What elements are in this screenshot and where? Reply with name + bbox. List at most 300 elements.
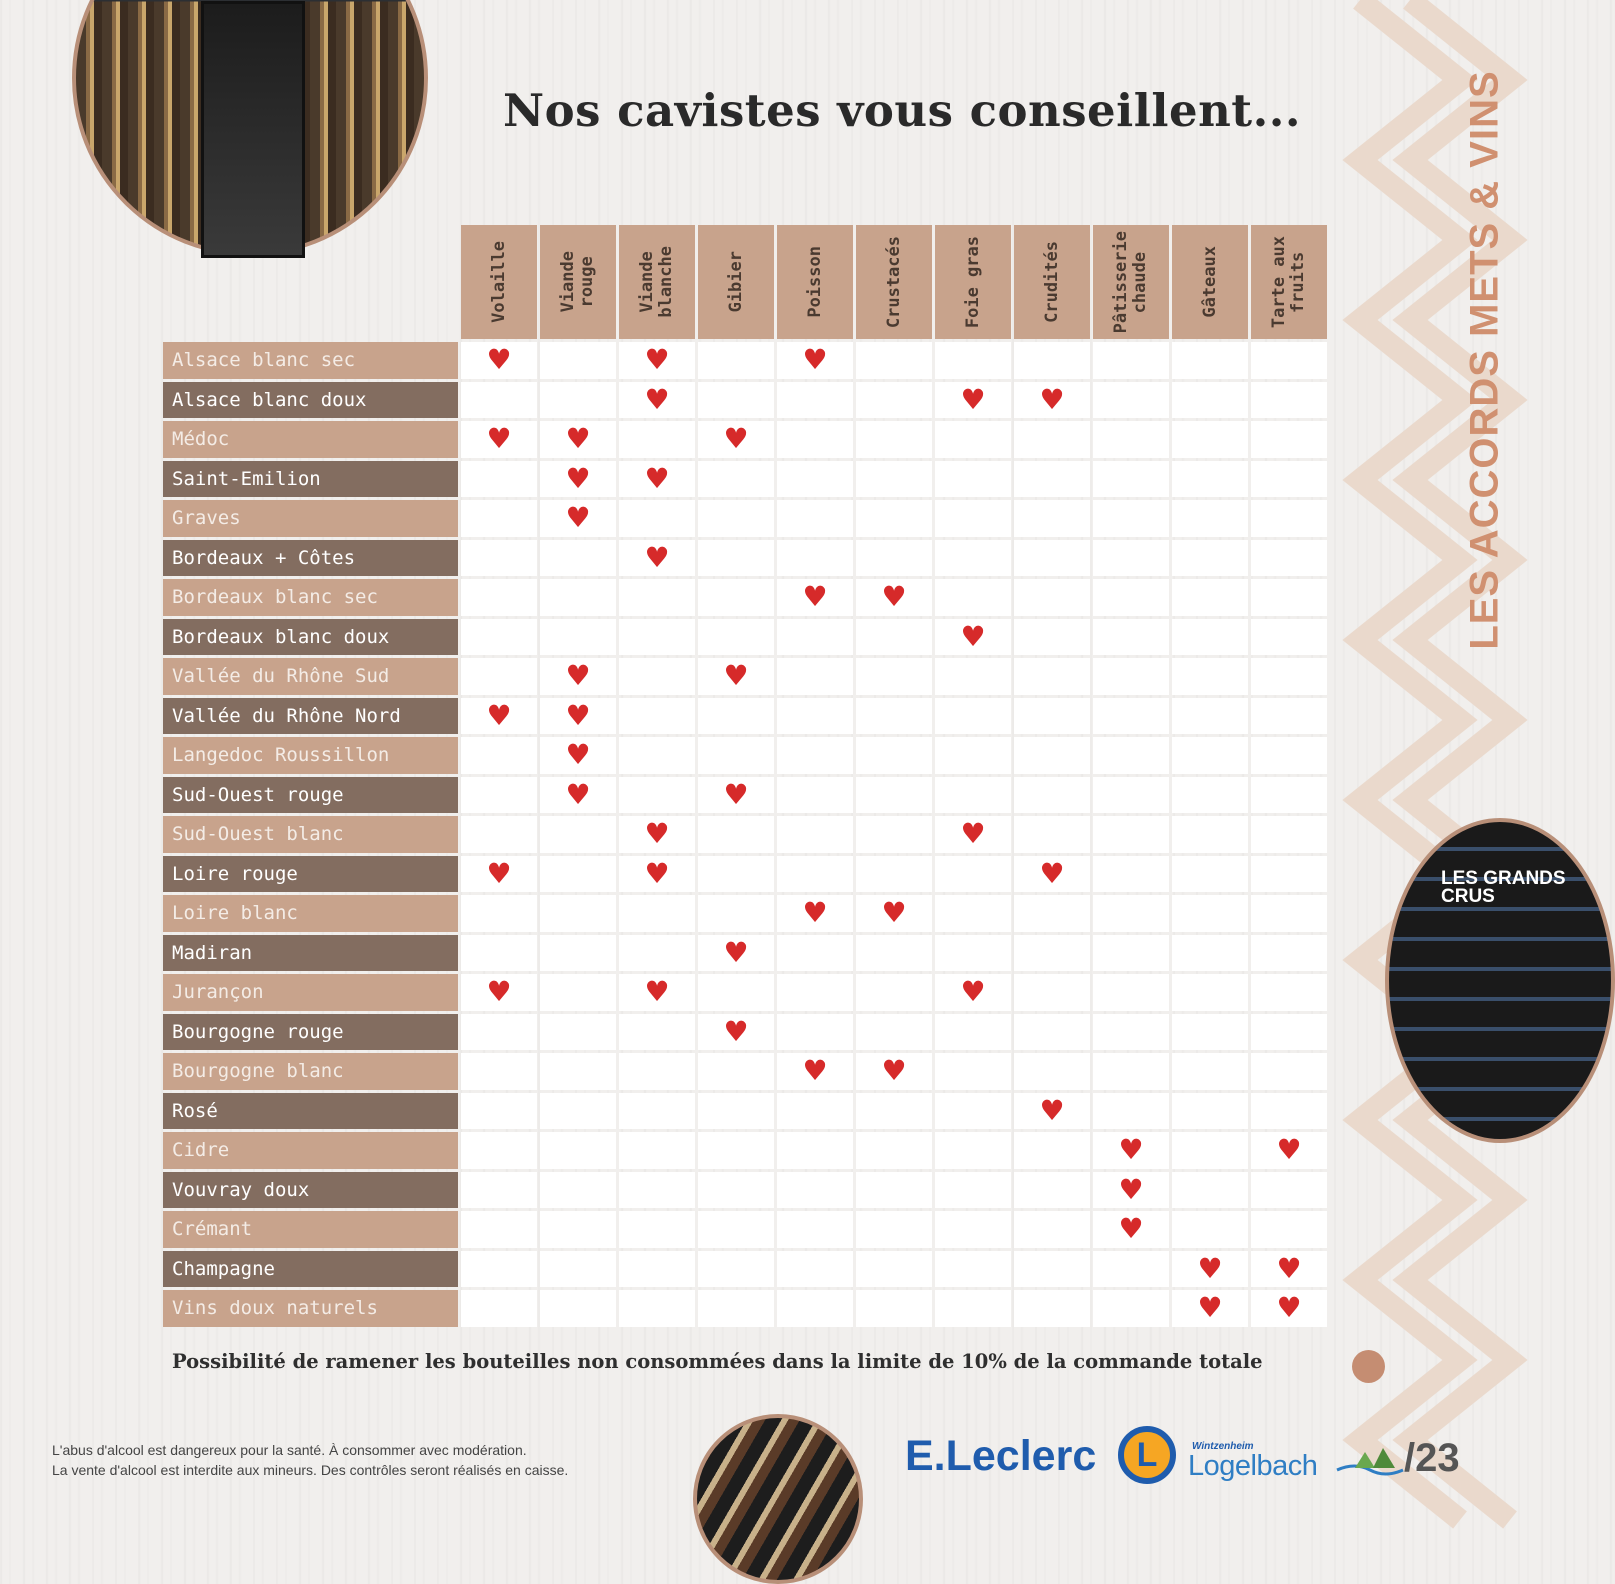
bottles-photo xyxy=(693,1414,863,1584)
column-header-label: Viande rouge xyxy=(558,251,597,313)
pairing-cell xyxy=(1172,816,1248,853)
heart-icon: ♥ xyxy=(644,975,670,1009)
wine-label: Vallée du Rhône Sud xyxy=(163,658,458,695)
pairing-cell xyxy=(1014,737,1090,774)
pairing-cell xyxy=(540,500,616,537)
heart-icon: ♥ xyxy=(565,738,591,772)
pairing-cell xyxy=(1014,698,1090,735)
pairing-cell xyxy=(777,895,853,932)
pairing-cell xyxy=(1014,816,1090,853)
pairing-cell xyxy=(698,974,774,1011)
pairing-cell xyxy=(461,579,537,616)
wine-label: Jurançon xyxy=(163,974,458,1011)
pairing-cell xyxy=(777,1132,853,1169)
pairing-cell xyxy=(540,1014,616,1051)
pairing-cell xyxy=(777,658,853,695)
pairing-cell xyxy=(777,619,853,656)
pairing-cell xyxy=(856,579,932,616)
pairing-cell xyxy=(1093,816,1169,853)
pairing-cell xyxy=(619,737,695,774)
pairing-cell xyxy=(1014,342,1090,379)
heart-icon: ♥ xyxy=(960,619,986,653)
pairing-cell xyxy=(1093,579,1169,616)
pairing-cell xyxy=(461,816,537,853)
pairing-cell xyxy=(698,421,774,458)
pairing-cell xyxy=(461,658,537,695)
pairing-cell xyxy=(540,1053,616,1090)
heart-icon: ♥ xyxy=(802,343,828,377)
pairing-cell xyxy=(1093,500,1169,537)
heart-icon: ♥ xyxy=(723,777,749,811)
pairing-cell xyxy=(1093,1014,1169,1051)
column-header xyxy=(461,225,537,339)
pairing-cell xyxy=(540,421,616,458)
pairing-cell xyxy=(619,1093,695,1130)
pairing-cell xyxy=(619,658,695,695)
pairing-cell xyxy=(1014,619,1090,656)
heart-icon: ♥ xyxy=(723,1014,749,1048)
pairing-cell xyxy=(461,461,537,498)
wine-label: Médoc xyxy=(163,421,458,458)
pairing-cell xyxy=(935,698,1011,735)
column-header xyxy=(1172,225,1248,339)
heart-icon: ♥ xyxy=(486,343,512,377)
pairing-cell xyxy=(856,658,932,695)
column-header xyxy=(856,225,932,339)
pairing-cell xyxy=(1014,421,1090,458)
heart-icon: ♥ xyxy=(644,461,670,495)
heart-icon: ♥ xyxy=(644,540,670,574)
pairing-cell xyxy=(698,856,774,893)
pairing-cell xyxy=(540,698,616,735)
pairing-cell xyxy=(619,421,695,458)
pairing-cell xyxy=(1093,382,1169,419)
page-number: /23 xyxy=(1404,1436,1460,1480)
pairing-cell xyxy=(461,421,537,458)
pairing-cell xyxy=(619,619,695,656)
pairing-cell xyxy=(540,658,616,695)
pairing-cell xyxy=(1093,935,1169,972)
pairing-cell xyxy=(698,579,774,616)
pairing-cell xyxy=(935,816,1011,853)
pairing-cell xyxy=(1093,421,1169,458)
heart-icon: ♥ xyxy=(723,935,749,969)
pairing-cell xyxy=(935,895,1011,932)
store-name: Logelbach xyxy=(1188,1450,1318,1482)
pairing-cell xyxy=(619,974,695,1011)
pairing-cell xyxy=(777,382,853,419)
pairing-cell xyxy=(461,1132,537,1169)
column-header xyxy=(1014,225,1090,339)
pairing-cell xyxy=(698,1290,774,1327)
pairing-cell xyxy=(540,540,616,577)
pairing-cell xyxy=(1172,421,1248,458)
pairing-cell xyxy=(777,1172,853,1209)
pairing-cell xyxy=(619,342,695,379)
pairing-cell xyxy=(1172,1014,1248,1051)
pairing-cell xyxy=(540,342,616,379)
pairing-cell xyxy=(935,1014,1011,1051)
table-row xyxy=(163,579,1327,616)
pairing-cell xyxy=(619,1290,695,1327)
pairing-cell xyxy=(1172,658,1248,695)
pairing-cell xyxy=(856,1014,932,1051)
pairing-cell xyxy=(1251,1290,1327,1327)
pairing-cell xyxy=(540,1172,616,1209)
pairing-cell xyxy=(698,698,774,735)
heart-icon: ♥ xyxy=(802,1054,828,1088)
pairing-cell xyxy=(777,974,853,1011)
pairing-cell xyxy=(1014,935,1090,972)
pairing-cell xyxy=(777,1290,853,1327)
wine-label: Langedoc Roussillon xyxy=(163,737,458,774)
pairing-cell xyxy=(1172,856,1248,893)
pairing-cell xyxy=(1093,619,1169,656)
pairing-cell xyxy=(1172,1132,1248,1169)
pairing-cell xyxy=(540,579,616,616)
table-row xyxy=(163,461,1327,498)
pairing-cell xyxy=(540,856,616,893)
heart-icon: ♥ xyxy=(1118,1212,1144,1246)
column-header-label: Foie gras xyxy=(962,235,983,329)
pairing-cell xyxy=(1014,1014,1090,1051)
pairing-cell xyxy=(619,1251,695,1288)
grands-crus-logo: LES GRANDS CRUS xyxy=(1441,868,1566,907)
pairing-cell xyxy=(1014,974,1090,1011)
heart-icon: ♥ xyxy=(565,422,591,456)
heart-icon: ♥ xyxy=(565,777,591,811)
column-header xyxy=(540,225,616,339)
pairing-cell xyxy=(777,935,853,972)
pairing-cell xyxy=(1172,1172,1248,1209)
leclerc-logo-icon: L xyxy=(1118,1426,1176,1484)
wine-label: Champagne xyxy=(163,1251,458,1288)
pairing-cell xyxy=(698,500,774,537)
pairing-cell xyxy=(1251,342,1327,379)
pairing-cell xyxy=(461,1290,537,1327)
column-header-row xyxy=(163,225,1327,339)
pairing-cell xyxy=(1093,1172,1169,1209)
pairing-cell xyxy=(1093,461,1169,498)
pairing-cell xyxy=(540,777,616,814)
pairing-cell xyxy=(935,935,1011,972)
wine-label: Cidre xyxy=(163,1132,458,1169)
table-row xyxy=(163,1093,1327,1130)
pairing-cell xyxy=(698,895,774,932)
pairing-cell xyxy=(1172,1251,1248,1288)
pairing-cell xyxy=(619,579,695,616)
pairing-cell xyxy=(619,895,695,932)
store-subtitle: Wintzenheim xyxy=(1192,1441,1254,1452)
pairing-cell xyxy=(1172,579,1248,616)
pairing-cell xyxy=(777,777,853,814)
pairing-cell xyxy=(461,1093,537,1130)
heart-icon: ♥ xyxy=(565,461,591,495)
pairing-cell xyxy=(461,698,537,735)
wine-label: Bourgogne blanc xyxy=(163,1053,458,1090)
pairing-cell xyxy=(1251,777,1327,814)
pairing-cell xyxy=(935,737,1011,774)
wine-label: Saint-Emilion xyxy=(163,461,458,498)
pairing-cell xyxy=(1251,974,1327,1011)
pairing-cell xyxy=(619,1172,695,1209)
column-header xyxy=(619,225,695,339)
pairing-cell xyxy=(856,1211,932,1248)
heart-icon: ♥ xyxy=(960,975,986,1009)
pairing-cell xyxy=(935,1211,1011,1248)
pairing-cell xyxy=(1093,1290,1169,1327)
pairing-cell xyxy=(935,777,1011,814)
pairing-cell xyxy=(1172,777,1248,814)
pairing-cell xyxy=(698,342,774,379)
pairing-cell xyxy=(619,1211,695,1248)
pairing-cell xyxy=(777,737,853,774)
pairing-cell xyxy=(1014,658,1090,695)
pairing-cell xyxy=(540,816,616,853)
pairing-cell xyxy=(935,1251,1011,1288)
wine-label: Madiran xyxy=(163,935,458,972)
heart-icon: ♥ xyxy=(881,1054,907,1088)
column-header-label: Crudités xyxy=(1041,241,1062,323)
pairing-cell xyxy=(540,935,616,972)
pairing-cell xyxy=(619,1053,695,1090)
pairing-cell xyxy=(1172,698,1248,735)
pairing-cell xyxy=(1014,579,1090,616)
pairing-table xyxy=(160,222,1330,1330)
table-row xyxy=(163,342,1327,379)
pairing-cell xyxy=(698,816,774,853)
pairing-cell xyxy=(1093,737,1169,774)
pairing-cell xyxy=(1093,1093,1169,1130)
pairing-cell xyxy=(1251,619,1327,656)
pairing-cell xyxy=(461,1211,537,1248)
pairing-cell xyxy=(698,1132,774,1169)
column-header-label: Crustacés xyxy=(883,235,904,329)
heart-icon: ♥ xyxy=(960,382,986,416)
pairing-cell xyxy=(540,1251,616,1288)
pairing-cell xyxy=(1014,461,1090,498)
pairing-cell xyxy=(698,935,774,972)
heart-icon: ♥ xyxy=(1197,1251,1223,1285)
table-row xyxy=(163,816,1327,853)
heart-icon: ♥ xyxy=(1039,382,1065,416)
pairing-cell xyxy=(619,382,695,419)
table-row xyxy=(163,1290,1327,1327)
pairing-cell xyxy=(540,382,616,419)
pairing-cell xyxy=(1014,856,1090,893)
pairing-cell xyxy=(777,856,853,893)
wine-label: Sud-Ouest rouge xyxy=(163,777,458,814)
pairing-cell xyxy=(1172,935,1248,972)
pairing-cell xyxy=(1251,1172,1327,1209)
column-header-label: Poisson xyxy=(804,246,825,318)
pairing-cell xyxy=(935,974,1011,1011)
pairing-cell xyxy=(1251,895,1327,932)
pairing-cell xyxy=(540,619,616,656)
pairing-cell xyxy=(461,382,537,419)
heart-icon: ♥ xyxy=(644,817,670,851)
pairing-cell xyxy=(935,500,1011,537)
pairing-cell xyxy=(461,619,537,656)
pairing-cell xyxy=(698,777,774,814)
heart-icon: ♥ xyxy=(644,343,670,377)
wine-label: Sud-Ouest blanc xyxy=(163,816,458,853)
pairing-cell xyxy=(1251,1211,1327,1248)
pairing-cell xyxy=(619,540,695,577)
wine-label: Loire rouge xyxy=(163,856,458,893)
pairing-cell xyxy=(1172,974,1248,1011)
pairing-cell xyxy=(1172,737,1248,774)
pairing-cell xyxy=(777,1251,853,1288)
table-row xyxy=(163,1211,1327,1248)
wine-label: Alsace blanc doux xyxy=(163,382,458,419)
pairing-cell xyxy=(540,1132,616,1169)
pairing-cell xyxy=(461,935,537,972)
pairing-cell xyxy=(856,461,932,498)
pairing-cell xyxy=(935,1290,1011,1327)
pairing-cell xyxy=(1093,1053,1169,1090)
heart-icon: ♥ xyxy=(881,580,907,614)
wine-label: Rosé xyxy=(163,1093,458,1130)
pairing-cell xyxy=(935,1132,1011,1169)
pairing-cell xyxy=(1093,1132,1169,1169)
heart-icon: ♥ xyxy=(1197,1291,1223,1325)
pairing-cell xyxy=(935,540,1011,577)
table-row xyxy=(163,421,1327,458)
store-photo xyxy=(72,0,428,256)
pairing-cell xyxy=(1093,1211,1169,1248)
pairing-cell xyxy=(619,500,695,537)
pairing-cell xyxy=(461,342,537,379)
grands-crus-photo xyxy=(1385,818,1615,1143)
pairing-cell xyxy=(698,1251,774,1288)
pairing-cell xyxy=(1014,777,1090,814)
heart-icon: ♥ xyxy=(1039,856,1065,890)
heart-icon: ♥ xyxy=(723,422,749,456)
table-row xyxy=(163,777,1327,814)
pairing-cell xyxy=(1172,895,1248,932)
pairing-cell xyxy=(935,579,1011,616)
heart-icon: ♥ xyxy=(802,896,828,930)
pairing-cell xyxy=(619,461,695,498)
pairing-cell xyxy=(1251,1132,1327,1169)
pairing-cell xyxy=(461,1053,537,1090)
pairing-cell xyxy=(461,500,537,537)
pairing-cell xyxy=(1251,461,1327,498)
disclaimer-line-1: L'abus d'alcool est dangereux pour la santé. À consommer avec modération. xyxy=(52,1442,527,1458)
pairing-cell xyxy=(777,500,853,537)
pairing-cell xyxy=(698,1172,774,1209)
wine-label: Bordeaux blanc doux xyxy=(163,619,458,656)
pairing-cell xyxy=(698,658,774,695)
pairing-cell xyxy=(1014,1093,1090,1130)
pairing-cell xyxy=(1251,816,1327,853)
pairing-cell xyxy=(1014,1053,1090,1090)
table-body xyxy=(163,342,1327,1327)
pairing-cell xyxy=(1172,342,1248,379)
heart-icon: ♥ xyxy=(486,856,512,890)
pairing-cell xyxy=(1093,1251,1169,1288)
pairing-cell xyxy=(856,974,932,1011)
pairing-cell xyxy=(1093,974,1169,1011)
pairing-cell xyxy=(461,1014,537,1051)
pairing-cell xyxy=(777,461,853,498)
column-header xyxy=(935,225,1011,339)
pairing-cell xyxy=(935,1093,1011,1130)
wine-label: Vallée du Rhône Nord xyxy=(163,698,458,735)
pairing-cell xyxy=(935,856,1011,893)
pairing-cell xyxy=(619,698,695,735)
pairing-cell xyxy=(1093,698,1169,735)
pairing-cell xyxy=(540,461,616,498)
table-row xyxy=(163,698,1327,735)
heart-icon: ♥ xyxy=(565,659,591,693)
column-header-label: Viande blanche xyxy=(637,246,676,318)
pairing-cell xyxy=(1172,1093,1248,1130)
alcohol-disclaimer xyxy=(52,1440,568,1480)
pairing-cell xyxy=(777,1211,853,1248)
pairing-cell xyxy=(1014,1251,1090,1288)
pairing-cell xyxy=(856,1053,932,1090)
table-row xyxy=(163,895,1327,932)
pairing-cell xyxy=(540,1211,616,1248)
column-header-label: Volaille xyxy=(488,241,509,323)
pairing-cell xyxy=(777,1053,853,1090)
pairing-cell xyxy=(1172,1211,1248,1248)
pairing-cell xyxy=(856,1251,932,1288)
pairing-cell xyxy=(619,856,695,893)
pairing-cell xyxy=(935,658,1011,695)
pairing-cell xyxy=(619,1014,695,1051)
pairing-cell xyxy=(461,777,537,814)
pairing-cell xyxy=(856,342,932,379)
pairing-cell xyxy=(1093,658,1169,695)
table-row xyxy=(163,1014,1327,1051)
pairing-cell xyxy=(1172,461,1248,498)
pairing-cell xyxy=(540,895,616,932)
wine-label: Vouvray doux xyxy=(163,1172,458,1209)
pairing-cell xyxy=(1251,856,1327,893)
wine-label: Vins doux naturels xyxy=(163,1290,458,1327)
pairing-cell xyxy=(698,1014,774,1051)
pairing-cell xyxy=(777,540,853,577)
heart-icon: ♥ xyxy=(644,856,670,890)
heart-icon: ♥ xyxy=(486,975,512,1009)
pairing-cell xyxy=(1014,382,1090,419)
pairing-cell xyxy=(1093,540,1169,577)
pairing-cell xyxy=(461,737,537,774)
pairing-cell xyxy=(1251,737,1327,774)
pairing-cell xyxy=(698,1093,774,1130)
table-corner xyxy=(163,225,458,339)
pairing-cell xyxy=(1251,1093,1327,1130)
heart-icon: ♥ xyxy=(1276,1251,1302,1285)
pairing-cell xyxy=(461,895,537,932)
pairing-cell xyxy=(1251,698,1327,735)
pairing-cell xyxy=(935,421,1011,458)
pairing-cell xyxy=(777,698,853,735)
pairing-cell xyxy=(1251,500,1327,537)
pairing-cell xyxy=(856,698,932,735)
pairing-cell xyxy=(856,382,932,419)
pairing-cell xyxy=(1014,500,1090,537)
pairing-cell xyxy=(698,540,774,577)
pairing-cell xyxy=(856,1290,932,1327)
table-row xyxy=(163,1172,1327,1209)
heart-icon: ♥ xyxy=(644,382,670,416)
leclerc-logo-text: E.Leclerc xyxy=(905,1432,1097,1480)
column-header-label: Tarte aux fruits xyxy=(1269,235,1308,329)
